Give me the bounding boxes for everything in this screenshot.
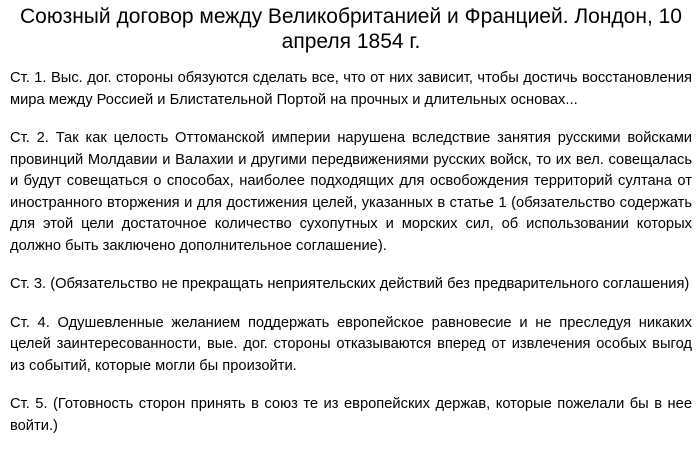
article-5: Ст. 5. (Готовность сторон принять в союз те из европейских держав, которые пожелали бы в нее войти.) [10,396,692,434]
article-2: Ст. 2. Так как целость Оттоманской империи нарушена вследствие занятия русскими войсками провинций Молдавии и Валахии и другими передвижениями русских войск, то их вел. совещалась и будут совещаться о способах, наиболее подходящих для освобождения территорий султана от иностранного вторжения и для достижения целей, указанных в статье 1 (обязательство содержать для этой цели достаточное количество сухопутных и морских сил, об использовании которых должно быть заключено дополнительное соглашение). [10,130,692,254]
article-1: Ст. 1. Выс. дог. стороны обязуются сделать все, что от них зависит, чтобы достичь восстановления мира между Россией и Блистательной Портой на прочных и длительных основах... [10,70,692,108]
document-title: Союзный договор между Великобританией и Францией. Лондон, 10 апреля 1854 г. [19,5,682,53]
articles-list [10,68,692,437]
article-4: Ст. 4. Одушевленные желанием поддержать европейское равновесие и не преследуя никаких целей заинтересованности, вые. дог. стороны отказываются вперед от извлечения особых выгод из событий, которые могли бы произойти. [10,314,692,374]
article-3: Ст. 3. (Обязательство не прекращать неприятельских действий без предварительного соглашения) [10,276,690,292]
